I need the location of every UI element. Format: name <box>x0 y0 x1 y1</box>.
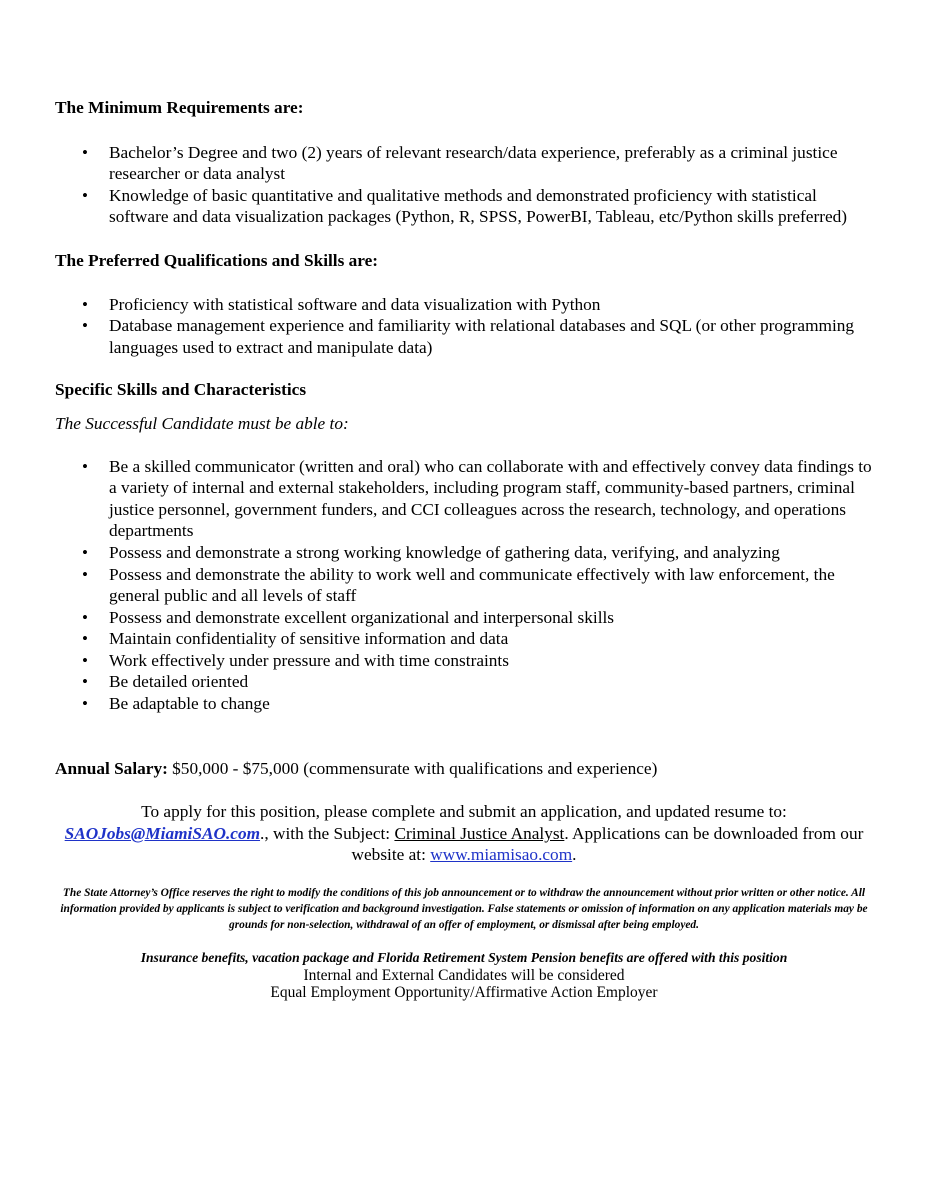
list-item: • Knowledge of basic quantitative and qualitative methods and demonstrated proficiency with statistical software and data visualization packages (Python, R, SPSS, PowerBI, Tableau, etc/Python skills preferred) <box>82 185 848 227</box>
closing-statements <box>55 949 873 1002</box>
bullet-icon: • <box>82 542 88 562</box>
salary-label: Annual Salary: <box>55 758 168 778</box>
bullet-icon: • <box>82 672 88 692</box>
bullet-icon: • <box>82 456 88 476</box>
list-item: • Bachelor’s Degree and two (2) years of relevant research/data experience, preferably as a criminal justice researcher or data analyst <box>82 142 838 184</box>
list-item: • Be adaptable to change <box>82 694 270 714</box>
preferred-list <box>55 294 873 359</box>
job-announcement-page <box>55 97 873 1002</box>
bullet-icon: • <box>82 142 88 162</box>
bullet-icon: • <box>82 316 88 336</box>
list-item: • Database management experience and familiarity with relational databases and SQL (or other programming languages used to extract and manipulate data) <box>82 316 855 357</box>
eeo-statement: Equal Employment Opportunity/Affirmative Action Employer <box>270 984 658 1002</box>
bullet-icon: • <box>82 650 88 670</box>
bullet-icon: • <box>82 694 88 714</box>
bullet-icon: • <box>82 185 88 205</box>
list-item: • Possess and demonstrate excellent organizational and interpersonal skills <box>82 607 615 627</box>
bullet-icon: • <box>82 629 88 649</box>
candidates-statement: Internal and External Candidates will be considered <box>303 966 625 984</box>
benefits-statement: Insurance benefits, vacation package and Florida Retirement System Pension benefits are offered with this position <box>140 950 788 966</box>
salary-value: $50,000 - $75,000 (commensurate with qualifications and experience) <box>167 758 658 778</box>
specific-skills-list <box>55 456 873 715</box>
min-requirements-list <box>55 142 873 228</box>
email-link[interactable]: SAOJobs@MiamiSAO.com <box>64 823 261 843</box>
list-item: • Possess and demonstrate a strong working knowledge of gathering data, verifying, and analyzing <box>82 542 780 562</box>
apply-instructions: To apply for this position, please complete and submit an application, and updated resume to: SAOJobs@MiamiSAO.com., with the Subject: Criminal Justice Analyst. Applications can be downloaded from our website at: www.miamisao.com. <box>64 802 864 865</box>
preferred-heading: The Preferred Qualifications and Skills are: <box>55 250 379 270</box>
bullet-icon: • <box>82 564 88 584</box>
bullet-icon: • <box>82 607 88 627</box>
subject-text: Criminal Justice Analyst <box>394 823 565 843</box>
list-item: • Maintain confidentiality of sensitive information and data <box>82 629 509 649</box>
list-item: • Possess and demonstrate the ability to work well and communicate effectively with law enforcement, the general public and all levels of staff <box>82 564 835 606</box>
list-item: • Work effectively under pressure and with time constraints <box>82 650 509 670</box>
list-item: • Be detailed oriented <box>82 672 249 692</box>
legal-disclaimer: The State Attorney’s Office reserves the right to modify the conditions of this job announcement or to withdraw the announcement without prior written or other notice. All information provided by applicants is subject to verification and background investigation. False statements or omission of information on any application materials may be grounds for non-selection, withdrawal of an offer of employment, or dismissal after being employed. <box>60 887 868 932</box>
website-link[interactable]: www.miamisao.com <box>430 845 573 865</box>
list-item: • Proficiency with statistical software and data visualization with Python <box>82 294 601 314</box>
annual-salary <box>55 758 873 780</box>
list-item: • Be a skilled communicator (written and oral) who can collaborate with and effectively convey data findings to a variety of internal and external stakeholders, including program staff, community-based partners, criminal justice personnel, government funders, and CCI colleagues across the research, technology, and operations departments <box>82 456 872 541</box>
successful-candidate-intro: The Successful Candidate must be able to: <box>55 413 349 433</box>
specific-skills-heading: Specific Skills and Characteristics <box>55 380 307 400</box>
min-requirements-heading: The Minimum Requirements are: <box>55 98 304 117</box>
bullet-icon: • <box>82 294 88 314</box>
